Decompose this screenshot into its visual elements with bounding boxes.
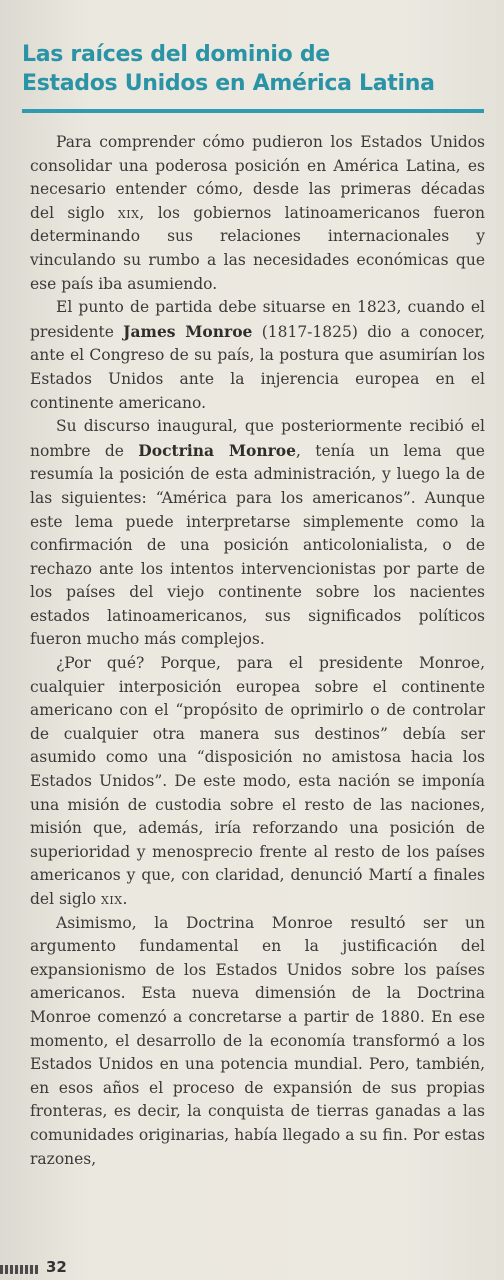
paragraph [30,131,485,296]
text-run: El punto de partida debe situarse en 1823, cuando el presidente [30,298,485,341]
paragraph [30,912,485,1172]
text-run: Su discurso inaugural, que posteriormente recibió el nombre de [30,417,485,460]
text-run: xix [101,890,123,908]
title-line-1: Las raíces del dominio de [22,42,330,67]
text-run: , los gobiernos latinoamericanos fueron determinando sus relaciones internacionales y vinculando su rumbo a las necesidades económicas que ese país iba asumiendo. [30,203,485,293]
text-run: . [122,890,128,908]
bold-term: Doctrina Monroe [138,440,296,460]
text-run: Para comprender cómo pudieron los Estados Unidos consolidar una poderosa posición en América Latina, es necesario entender cómo, desde las primeras décadas del siglo [30,133,485,222]
text-run: (1817-1825) dio a conocer, ante el Congreso de su país, la postura que asumirían los Estados Unidos ante la injerencia europea en el continente americano. [30,322,485,412]
page-title [22,40,492,98]
paragraph [30,296,485,415]
text-run: ¿Por qué? Porque, para el presidente Monroe, cualquier interposición europea sobre el continente americano con el “propósito de oprimirlo o de controlar de cualquier otra manera sus destinos” debía ser asumido como una “disposición no amistosa hacia los Estados Unidos”. De este modo, esta nación se imponía una misión de custodia sobre el resto de las naciones, misión que, además, iría reforzando una posición de superioridad y menosprecio frente al resto de los países americanos y que, con claridad, denunció Martí a finales del siglo [30,654,485,908]
bold-term: James Monroe [123,321,253,341]
text-run: , tenía un lema que resumía la posición de esta administración, y luego la de las siguientes: “América para los americanos”. Aunque este lema puede interpretarse simplemente como la confirmación de una posición anticolonialista, o de rechazo ante los intentos intervencionistas por parte de los países del viejo continente sobre los nacientes estados latinoamericanos, sus significados políticos fueron mucho más complejos. [30,441,485,649]
paragraph [30,652,485,912]
page-footer [0,1258,504,1280]
paragraph [30,415,485,652]
page-number: 32 [46,1258,67,1276]
body-text [30,131,485,1171]
footer-decoration-bar [0,1265,38,1274]
title-line-2: Estados Unidos en América Latina [22,71,435,96]
text-run: Asimismo, la Doctrina Monroe resultó ser un argumento fundamental en la justificación del expansionismo de los Estados Unidos sobre los países americanos. Esta nueva dimensión de la Doctrina Monroe comenzó a concretarse a partir de 1880. En ese momento, el desarrollo de la economía transformó a los Estados Unidos en una potencia mundial. Pero, también, en esos años el proceso de expansión de sus propias fronteras, es decir, la conquista de tierras ganadas a las comunidades originarias, había llegado a su fin. Por estas razones, [30,913,485,1168]
text-run: xix [117,203,140,222]
title-underline [22,109,484,113]
